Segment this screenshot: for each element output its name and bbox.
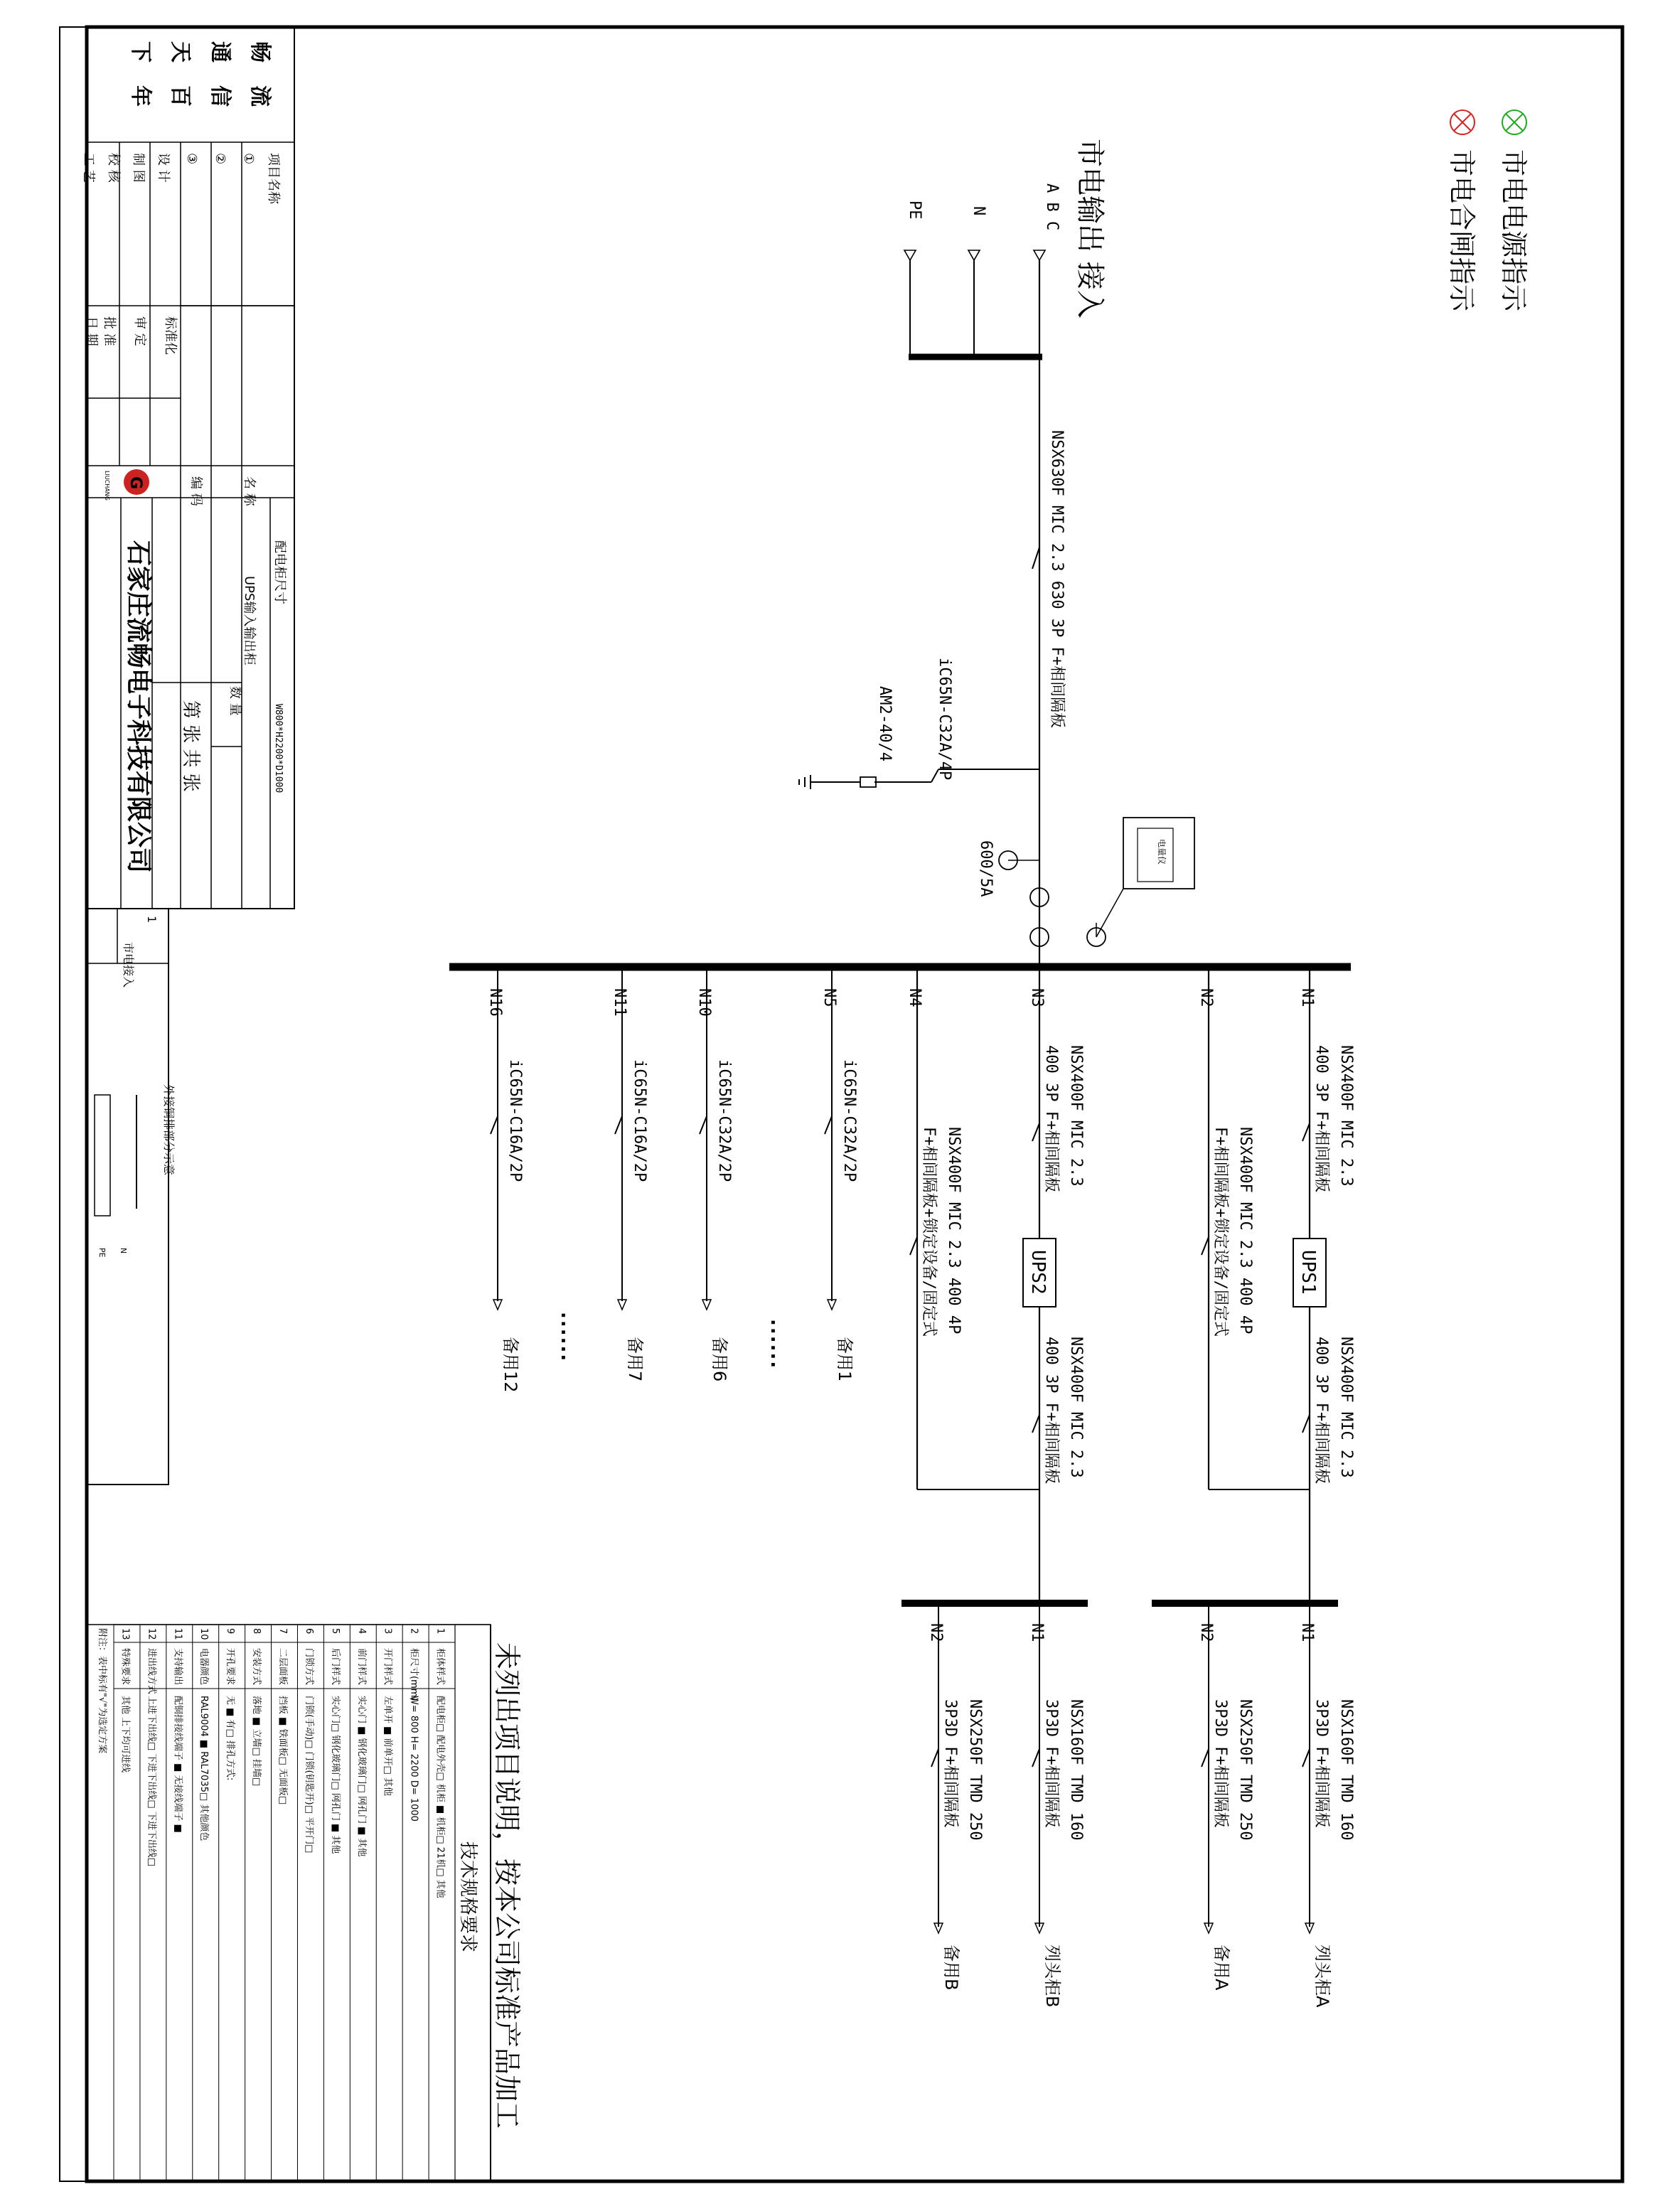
feeder-id-N5: N5 — [820, 988, 838, 1007]
motto-char: 通 — [208, 41, 232, 63]
single-line-diagram — [449, 139, 1355, 2008]
tech-row-num: 6 — [303, 1628, 314, 1635]
motto-char: 信 — [208, 85, 232, 107]
breaker-contact — [1032, 1749, 1039, 1767]
outline-pe: PE — [97, 1248, 107, 1258]
tech-row-name: 进出线方式 — [146, 1648, 157, 1695]
spare-load-N11: 备用7 — [625, 1337, 645, 1382]
tech-row-num: 11 — [172, 1628, 183, 1640]
tech-row-name: 安装方式 — [251, 1648, 262, 1686]
breaker-contact — [1032, 1123, 1039, 1141]
title-row-label: ③ — [184, 153, 199, 165]
ups-label-N3: UPS2 — [1027, 1250, 1049, 1295]
feeder-id-N2: N2 — [1197, 988, 1215, 1007]
breaker-contact — [615, 1116, 622, 1134]
qty-label: 数 量 — [228, 686, 242, 716]
title-row-label: 制 图 — [131, 153, 146, 183]
breaker-contact — [931, 1749, 938, 1767]
spare-breaker-N10: iC65N-C32A/2P — [715, 1059, 733, 1182]
spd-icon — [860, 777, 876, 787]
close-indicator-label: 市电合闸指示 — [1446, 149, 1477, 312]
pe-label: PE — [906, 200, 924, 220]
sheet-label: 第 张 共 张 — [180, 700, 201, 792]
motto-char: 天 — [168, 41, 193, 63]
title-block-text — [81, 41, 287, 873]
breaker-contact — [1302, 1749, 1310, 1767]
terminal-n-icon — [968, 250, 980, 260]
breaker-contact — [1302, 1415, 1310, 1433]
incoming-title: 市电输出 接入 — [1074, 139, 1106, 319]
title-row-label: 工 艺 — [81, 153, 96, 183]
title-row-label: 设 计 — [156, 153, 171, 183]
outline-caption: 外接铜排部分示意 — [162, 1084, 176, 1176]
bypass-breaker2-N4: F+相间隔板+锁定设备/固定式 — [920, 1127, 938, 1337]
spare-breaker-N11: iC65N-C16A/2P — [631, 1059, 648, 1182]
output-breaker-3: NSX250F TMD 250 — [966, 1699, 984, 1841]
bypass-breaker-N4: NSX400F MIC 2.3 400 4P — [945, 1127, 963, 1335]
output-id-2: N1 — [1028, 1623, 1046, 1642]
logo-sub: LIUCHANG — [104, 471, 110, 501]
company-name: 石家庄流畅电子科技有限公司 — [124, 540, 153, 874]
output-load-0: 列头柜A — [1312, 1945, 1332, 2008]
tech-note: 附注：表中标有"√"为选定方案 — [97, 1628, 107, 1754]
spd-label: AM2-40/4 — [876, 686, 894, 761]
tech-row-num: 13 — [119, 1628, 131, 1640]
feeder-out-N1: NSX400F MIC 2.3 — [1337, 1337, 1355, 1478]
breaker-contact — [1202, 1237, 1209, 1255]
title-std-label: 日 期 — [84, 316, 99, 346]
output-breaker2-2: 3P3D F+相间隔板 — [1042, 1699, 1060, 1828]
feeder-id-N3: N3 — [1028, 988, 1046, 1007]
tech-row-content: 其他 上下均可进线 — [119, 1696, 131, 1773]
spare-load-N5: 备用1 — [835, 1337, 855, 1382]
output-breaker-0: NSX160F TMD 160 — [1337, 1699, 1355, 1841]
tech-row-content: 落地 ■ 立墙□ 挂墙□ — [251, 1696, 262, 1787]
tech-row-name: 柜体样式 — [434, 1648, 446, 1686]
feeder-breaker-N1: NSX400F MIC 2.3 — [1337, 1045, 1355, 1187]
power-indicator-label: 市电电源指示 — [1498, 149, 1529, 312]
tech-row-name: 门锁方式 — [303, 1648, 314, 1686]
motto-char: 下 — [128, 41, 153, 63]
tech-row-content: 配铜排接线端子 ■ 无接线端子 ■ — [172, 1696, 183, 1833]
main-breaker-label: NSX630F MIC 2.3 630 3P F+相间隔板 — [1048, 430, 1066, 729]
feeder-breaker2-N3: 400 3P F+相间隔板 — [1042, 1045, 1060, 1193]
tech-row-num: 3 — [382, 1628, 393, 1635]
title-row-label: ② — [213, 153, 228, 165]
load-arrow-icon — [493, 1300, 502, 1310]
feeder-id-N1: N1 — [1298, 988, 1316, 1007]
output-breaker2-3: 3P3D F+相间隔板 — [941, 1699, 959, 1828]
output-breaker-2: NSX160F TMD 160 — [1067, 1699, 1085, 1841]
feeder-out2-N3: 400 3P F+相间隔板 — [1042, 1337, 1060, 1485]
tech-row-num: 2 — [408, 1628, 419, 1635]
terminal-abc-icon — [1034, 250, 1045, 260]
feeder-id-N16: N16 — [486, 988, 504, 1017]
meter-display — [1138, 828, 1173, 882]
output-breaker2-1: 3P3D F+相间隔板 — [1211, 1699, 1229, 1828]
breaker-contact — [910, 1237, 917, 1255]
tech-row-content: 配电柜□ 配电外壳□ 机柜 ■ 机柜□ 21机□ 其他 — [434, 1696, 446, 1898]
spare-load-N10: 备用6 — [710, 1337, 729, 1382]
tech-row-content: 门锁(手动)□ 门锁(钥匙开)□ 平开门□ — [303, 1696, 314, 1854]
terminal-pe-icon — [904, 250, 916, 260]
breaker-contact — [1032, 1415, 1039, 1433]
title-row-label: 校 核 — [106, 153, 121, 183]
bypass-breaker2-N2: F+相间隔板+锁定设备/固定式 — [1211, 1127, 1229, 1337]
ups-label-N1: UPS1 — [1298, 1250, 1319, 1295]
breaker-contact — [491, 1116, 498, 1134]
tech-row-name: 特殊要求 — [119, 1648, 131, 1686]
spare-breaker-N5: iC65N-C32A/2P — [840, 1059, 858, 1182]
motto-char: 畅 — [247, 41, 272, 63]
tech-row-num: 1 — [434, 1628, 446, 1635]
tech-row-content: W= 800 H= 2200 D= 1000 — [408, 1696, 419, 1822]
logo-letter: G — [127, 476, 144, 490]
tech-row-num: 7 — [277, 1628, 288, 1635]
tech-row-num: 8 — [251, 1628, 262, 1635]
spd-breaker-label: iC65N-C32A/4P — [936, 658, 953, 781]
load-arrow-icon — [618, 1300, 626, 1310]
title-row-label: ① — [241, 153, 256, 165]
meter-label: 电量仪 — [1157, 839, 1167, 865]
tech-row-num: 10 — [198, 1628, 210, 1640]
power-indicator-icon — [1502, 110, 1526, 134]
tech-row-num: 9 — [225, 1628, 236, 1635]
tech-row-content: 上进下出线□ 下进下出线□ 下进下出线□ — [146, 1696, 157, 1867]
tech-row-content: 左单开 ■ 前单开□ 其他 — [382, 1696, 393, 1796]
output-load-2: 列头柜B — [1042, 1945, 1062, 2008]
tech-row-name: 二层面板 — [277, 1648, 288, 1686]
output-breaker-1: NSX250F TMD 250 — [1236, 1699, 1254, 1841]
feeder-out2-N1: 400 3P F+相间隔板 — [1312, 1337, 1330, 1485]
tech-row-num: 5 — [329, 1628, 341, 1635]
title-std-label: 审 定 — [132, 316, 147, 346]
spare-load-N16: 备用12 — [501, 1337, 520, 1393]
output-breaker2-0: 3P3D F+相间隔板 — [1312, 1699, 1330, 1828]
ct-ratio-label: 600/5A — [977, 840, 995, 897]
cabinet-size-label: 配电柜尺寸 — [272, 540, 287, 604]
title-std-label: 批 准 — [102, 316, 117, 346]
output-load-3: 备用B — [941, 1945, 961, 1991]
ellipsis: ...... — [766, 1319, 788, 1370]
feeder-id-N4: N4 — [906, 988, 924, 1007]
tech-row-content: 无 ■ 有□ 排孔方式: — [225, 1696, 236, 1781]
spare-breaker-N16: iC65N-C16A/2P — [506, 1059, 524, 1182]
breaker-contact — [700, 1116, 707, 1134]
busbar-outline-box — [87, 909, 168, 1485]
tech-row-name: 开门样式 — [382, 1648, 393, 1686]
title-row-label: 项目名称 — [266, 153, 281, 204]
load-arrow-icon — [702, 1300, 711, 1310]
close-indicator-icon — [1450, 110, 1475, 134]
ellipsis: ...... — [557, 1312, 578, 1363]
name-value: UPS输入输出柜 — [242, 576, 257, 665]
motto-char: 流 — [247, 85, 272, 107]
meter-wire — [1096, 889, 1123, 937]
breaker-contact — [1032, 547, 1039, 569]
outline-label: 市电接入 — [122, 942, 135, 988]
phase-labels: A B C — [1043, 183, 1061, 231]
tech-row-num: 4 — [355, 1628, 367, 1635]
breaker-contact — [825, 1116, 832, 1134]
name-label: 名 称 — [242, 476, 257, 506]
output-id-0: N1 — [1298, 1623, 1316, 1642]
motto-char: 百 — [168, 85, 193, 107]
load-arrow-icon — [828, 1300, 836, 1310]
outline-num: 1 — [145, 916, 159, 924]
feeder-breaker-N3: NSX400F MIC 2.3 — [1067, 1045, 1085, 1187]
tech-row-content: 实心门□ 钢化玻璃门□ 网孔门 ■ 其他 — [329, 1696, 341, 1854]
tech-row-content: 挡板 ■ 铁面板□ 无面板□ — [277, 1696, 288, 1805]
code-label: 编 码 — [188, 476, 203, 506]
feeder-out-N3: NSX400F MIC 2.3 — [1067, 1337, 1085, 1478]
tech-row-name: 支持输出 — [172, 1648, 183, 1686]
tech-row-name: 前门样式 — [355, 1648, 367, 1686]
cabinet-size-value: W800*H2200*D1000 — [273, 704, 284, 793]
output-load-1: 备用A — [1211, 1945, 1231, 1991]
feeder-breaker2-N1: 400 3P F+相间隔板 — [1312, 1045, 1330, 1193]
breaker-contact — [1302, 1123, 1310, 1141]
tech-row-name: 柜尺寸(mm) — [408, 1648, 419, 1701]
tech-row-name: 开孔要求 — [225, 1648, 236, 1686]
output-id-3: N2 — [927, 1623, 945, 1642]
title-std-label: 标准化 — [163, 316, 178, 355]
breaker-contact — [1202, 1749, 1209, 1767]
tech-row-name: 电器颜色 — [198, 1648, 210, 1686]
tech-row-name: 后门样式 — [329, 1648, 341, 1686]
motto-char: 年 — [128, 85, 153, 107]
tech-header: 未列出项目说明，按本公司标准产品加工 — [491, 1642, 523, 2129]
tech-row-content: RAL9004 ■ RAL7035□ 其他颜色 — [198, 1696, 210, 1841]
feeder-id-N10: N10 — [695, 988, 713, 1017]
output-id-1: N2 — [1197, 1623, 1215, 1642]
outline-n: N — [119, 1248, 128, 1254]
tech-row-num: 12 — [146, 1628, 157, 1640]
tech-row-content: 实心门 ■ 钢化玻璃门□ 网孔门 ■ 其他 — [355, 1696, 367, 1857]
feeder-id-N11: N11 — [611, 988, 628, 1017]
tech-title: 技术规格要求 — [457, 1841, 478, 1953]
bypass-breaker-N2: NSX400F MIC 2.3 400 4P — [1236, 1127, 1254, 1335]
n-label: N — [970, 206, 988, 216]
